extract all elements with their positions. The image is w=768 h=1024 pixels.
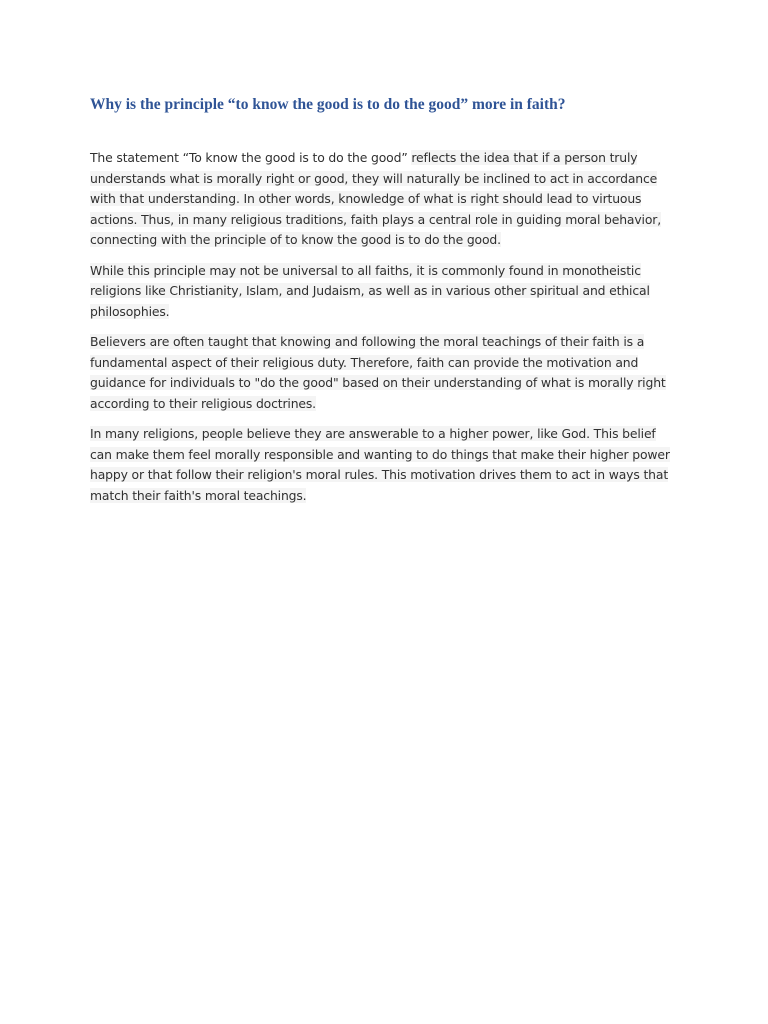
paragraph-1 [90, 148, 675, 251]
paragraph-2 [90, 261, 675, 323]
paragraph-1-lead: The statement “To know the good is to do the good” [90, 150, 412, 165]
paragraph-4-highlighted: In many religions, people believe they are answerable to a higher power, like God. This belief can make them feel morally responsible and wanting to do things that make their higher power happy or that follow their religion's moral rules. This motivation drives them to act in ways that match their faith's moral teachings. [90, 426, 670, 503]
paragraph-3-highlighted: Believers are often taught that knowing and following the moral teachings of their faith is a fundamental aspect of their religious duty. Therefore, faith can provide the motivation and guidance for individuals to "do the good" based on their understanding of what is morally right according to their religious doctrines. [90, 334, 666, 411]
document-heading: Why is the principle “to know the good is to do the good” more in faith? [90, 96, 566, 113]
paragraph-3 [90, 332, 675, 414]
paragraph-2-highlighted: While this principle may not be universal to all faiths, it is commonly found in monotheistic religions like Christianity, Islam, and Judaism, as well as in various other spiritual and ethical philosophies. [90, 262, 650, 319]
paragraph-4 [90, 424, 675, 506]
document-page [90, 95, 675, 516]
paragraph-1-highlighted: reflects the idea that if a person truly understands what is morally right or good, they will naturally be inclined to act in accordance with that understanding. In other words, knowledge of what is right should lead to virtuous actions. Thus, in many religious traditions, faith plays a central role in guiding moral behavior, connecting with the principle of to know the good is to do the good. [90, 150, 662, 247]
